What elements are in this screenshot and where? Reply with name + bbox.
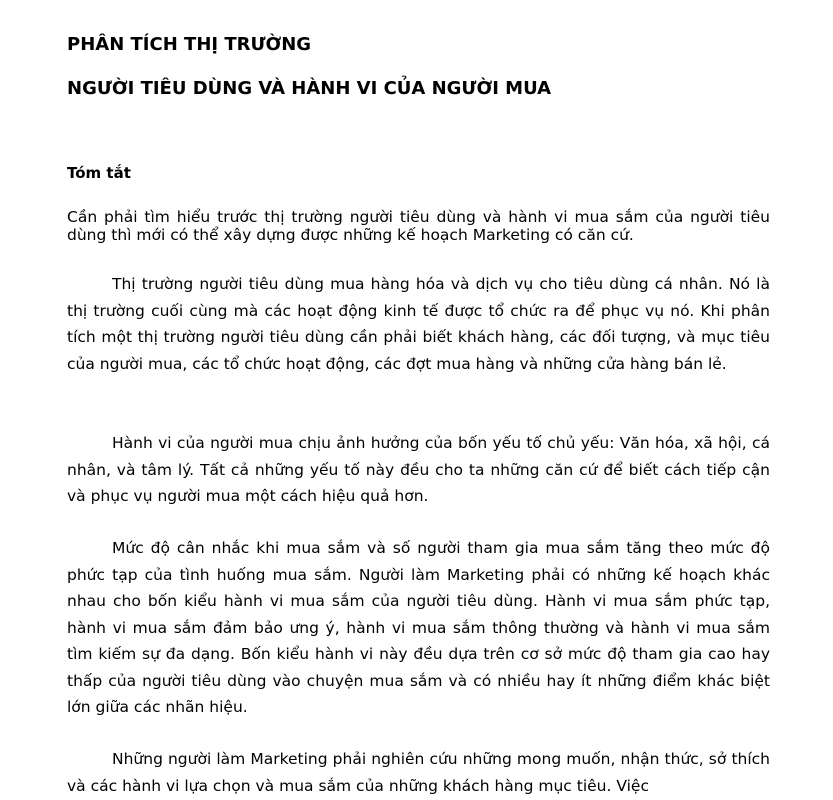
body-paragraph: Hành vi của người mua chịu ảnh hưởng của bốn yếu tố chủ yếu: Văn hóa, xã hội, cá nhân, và tâm lý. Tất cả những yếu tố này đều cho ta những căn cứ để biết cách tiếp cận và phục vụ người mua một cách hiệu quả hơn.: [67, 434, 770, 505]
document-title-line-2: NGƯỜI TIÊU DÙNG VÀ HÀNH VI CỦA NGƯỜI MUA: [67, 78, 552, 99]
intro-paragraph: Cần phải tìm hiểu trước thị trường người tiêu dùng và hành vi mua sắm của người tiêu dùng thì mới có thể xây dựng được những kế hoạch Marketing có căn cứ.: [67, 208, 770, 244]
summary-heading: Tóm tắt: [67, 164, 131, 182]
body-paragraph: Mức độ cân nhắc khi mua sắm và số người tham gia mua sắm tăng theo mức độ phức tạp của tình huống mua sắm. Người làm Marketing phải có những kế hoạch khác nhau cho bốn kiểu hành vi mua sắm của người tiêu dùng. Hành vi mua sắm phức tạp, hành vi mua sắm đảm bảo ưng ý, hành vi mua sắm thông thường và hành vi mua sắm tìm kiếm sự đa dạng. Bốn kiểu hành vi này đều dựa trên cơ sở mức độ tham gia cao hay thấp của người tiêu dùng vào chuyện mua sắm và có nhiều hay ít những điểm khác biệt lớn giữa các nhãn hiệu.: [67, 539, 770, 716]
body-paragraph: Thị trường người tiêu dùng mua hàng hóa và dịch vụ cho tiêu dùng cá nhân. Nó là thị trường cuối cùng mà các hoạt động kinh tế được tổ chức ra để phục vụ nó. Khi phân tích một thị trường người tiêu dùng cần phải biết khách hàng, các đối tượng, và mục tiêu của người mua, các tổ chức hoạt động, các đợt mua hàng và những cửa hàng bán lẻ.: [67, 275, 770, 373]
document-title-line-1: PHÂN TÍCH THỊ TRƯỜNG: [67, 34, 312, 55]
body-paragraph: Những người làm Marketing phải nghiên cứu những mong muốn, nhận thức, sở thích và các hành vi lựa chọn và mua sắm của những khách hàng mục tiêu. Việc: [67, 750, 770, 795]
